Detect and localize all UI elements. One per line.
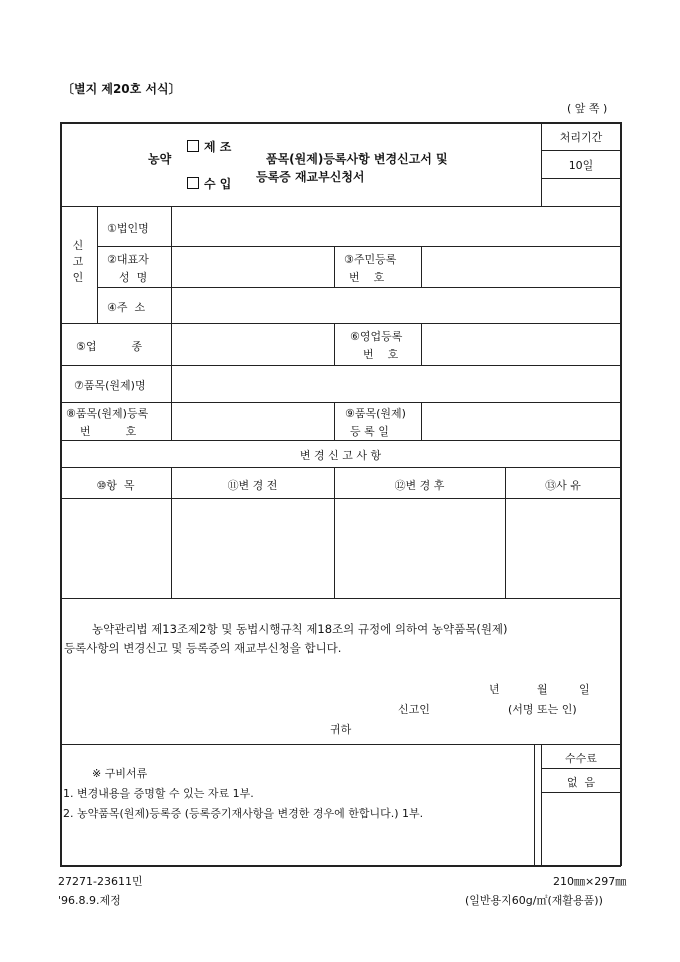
required-doc-item-2: 2. 농약품목(원제)등록증 (등록증기재사항을 변경한 경우에 한합니다.) 1부. bbox=[63, 807, 424, 820]
revision-date: '96.8.9.제정 bbox=[58, 894, 121, 907]
product-reg-date-label-2: 등 록 일 bbox=[350, 425, 389, 438]
address-label: ④주 소 bbox=[107, 301, 146, 314]
resident-no-label-2: 번 호 bbox=[349, 271, 385, 284]
statement-line-1: 농약관리법 제13조제2항 및 동법시행규칙 제18조의 규정에 의하여 농약품목(원제) bbox=[92, 622, 508, 636]
fee-value: 없 음 bbox=[566, 776, 596, 789]
option-manufacture[interactable] bbox=[187, 138, 231, 155]
col-after-header: ⑫변 경 후 bbox=[394, 479, 445, 492]
applicant-section-label: 신고인 bbox=[72, 239, 84, 284]
required-docs-title: ※ 구비서류 bbox=[92, 767, 148, 780]
business-type-field[interactable] bbox=[172, 324, 333, 364]
product-name-field[interactable] bbox=[172, 366, 620, 401]
date-day-label: 일 bbox=[579, 683, 590, 696]
changes-section-title: 변 경 신 고 사 항 bbox=[299, 449, 382, 462]
product-reg-no-field[interactable] bbox=[172, 403, 333, 439]
business-reg-no-field[interactable] bbox=[422, 324, 620, 364]
paper-size: 210㎜×297㎜ bbox=[553, 875, 627, 888]
change-item-field[interactable] bbox=[61, 499, 171, 597]
processing-period-value: 10일 bbox=[568, 159, 594, 172]
title-line-1: 품목(원제)등록사항 변경신고서 및 bbox=[266, 152, 448, 166]
doc-code: 27271-23611민 bbox=[58, 875, 143, 888]
option-manufacture-label: 제 조 bbox=[204, 140, 232, 154]
product-reg-no-label-2: 번 호 bbox=[80, 425, 137, 438]
resident-no-label-1: ③주민등록 bbox=[344, 253, 397, 266]
page-side-label: ( 앞 쪽 ) bbox=[567, 102, 608, 115]
date-month-label: 월 bbox=[537, 683, 548, 696]
processing-period-label: 처리기간 bbox=[559, 131, 603, 144]
import-checkbox[interactable] bbox=[187, 177, 199, 189]
product-reg-no-label-1: ⑧품목(원제)등록 bbox=[66, 407, 149, 420]
title-prefix: 농약 bbox=[148, 152, 172, 166]
signature-note: (서명 또는 인) bbox=[508, 703, 577, 716]
statement-line-2: 등록사항의 변경신고 및 등록증의 재교부신청을 합니다. bbox=[64, 641, 342, 655]
col-reason-header: ⑬사 유 bbox=[545, 479, 581, 492]
rep-name-label-2: 성 명 bbox=[119, 271, 148, 284]
col-item-header: ⑩항 목 bbox=[96, 479, 135, 492]
paper-type: (일반용지60g/㎡(재활용품)) bbox=[465, 894, 603, 907]
product-reg-date-label-1: ⑨품목(원제) bbox=[345, 407, 406, 420]
rep-name-label-1: ②대표자 bbox=[107, 253, 149, 266]
recipient-label: 귀하 bbox=[330, 723, 352, 736]
option-import[interactable] bbox=[187, 175, 231, 192]
change-before-field[interactable] bbox=[172, 499, 334, 597]
business-reg-no-label-1: ⑥영업등록 bbox=[350, 330, 403, 343]
col-before-header: ⑪변 경 전 bbox=[227, 479, 278, 492]
corp-name-label: ①법인명 bbox=[107, 222, 149, 235]
product-reg-date-field[interactable] bbox=[422, 403, 620, 439]
change-after-field[interactable] bbox=[335, 499, 505, 597]
manufacture-checkbox[interactable] bbox=[187, 140, 199, 152]
rep-name-field[interactable] bbox=[172, 247, 333, 286]
business-type-label: ⑤업 종 bbox=[76, 340, 143, 353]
fee-label: 수수료 bbox=[565, 752, 597, 765]
applicant-sign-label: 신고인 bbox=[398, 703, 430, 716]
change-reason-field[interactable] bbox=[506, 499, 620, 597]
product-name-label: ⑦품목(원제)명 bbox=[74, 379, 146, 392]
address-field[interactable] bbox=[172, 288, 620, 322]
business-reg-no-label-2: 번 호 bbox=[363, 348, 399, 361]
option-import-label: 수 입 bbox=[204, 177, 232, 191]
resident-no-field[interactable] bbox=[422, 247, 620, 286]
date-year-label: 년 bbox=[489, 683, 500, 696]
form-number: 〔별지 제20호 서식〕 bbox=[62, 82, 181, 96]
corp-name-field[interactable] bbox=[172, 207, 620, 245]
required-doc-item-1: 1. 변경내용을 증명할 수 있는 자료 1부. bbox=[63, 787, 254, 800]
title-line-2: 등록증 재교부신청서 bbox=[256, 170, 365, 184]
